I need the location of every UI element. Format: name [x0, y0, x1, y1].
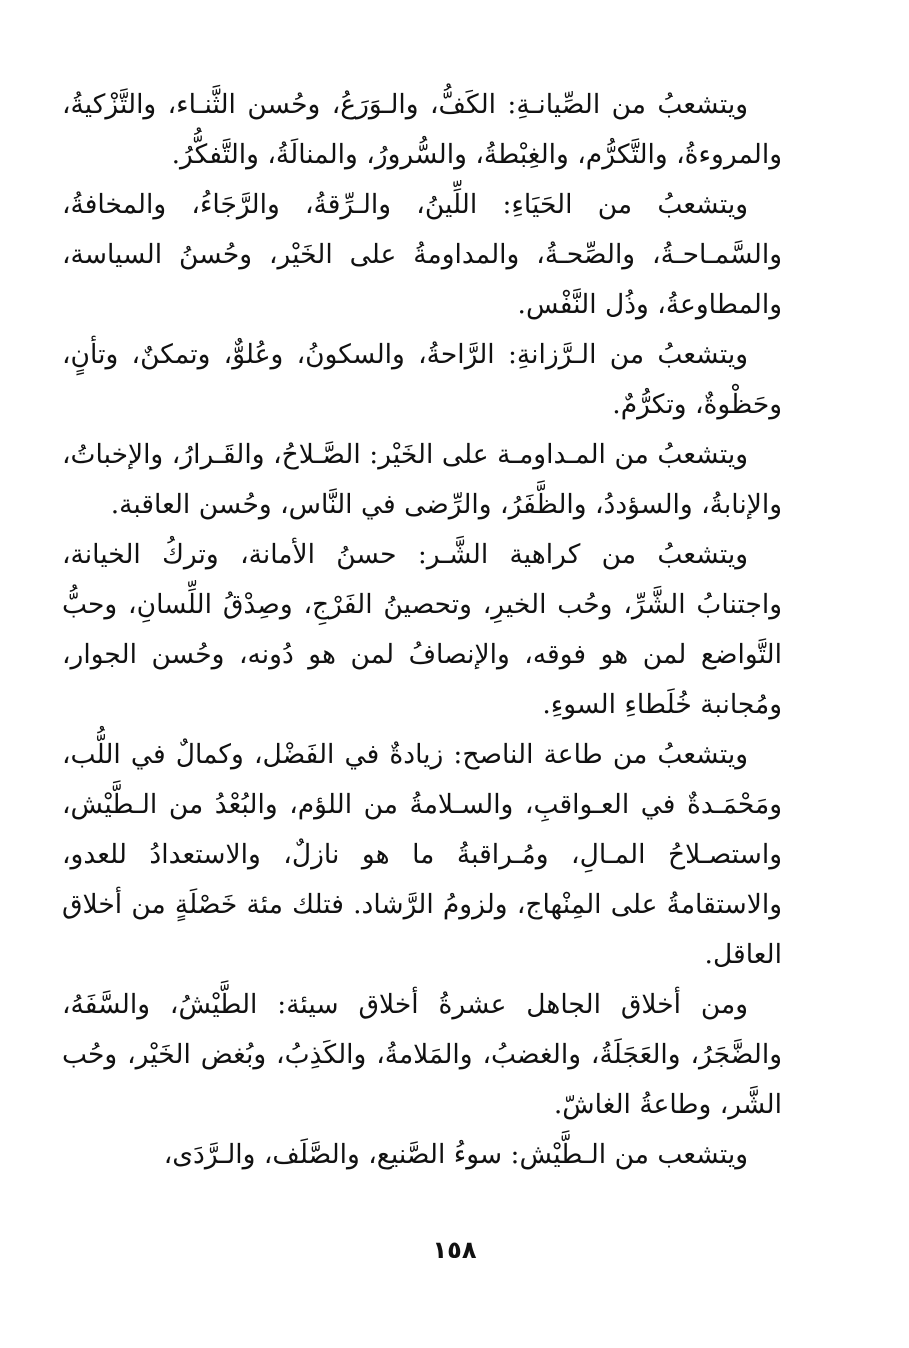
paragraph-1: ويتشعبُ من الصِّيانـةِ: الكَفُّ، والـوَرَعُ، وحُسن الثَّنـاء، والتَّزْكيةُ، والمروءةُ، والتَّكرُّم، والغِبْطةُ، والسُّرورُ، والمنالَةُ، والتَّفكُّرُ. — [62, 89, 782, 170]
page-number: ١٥٨ — [432, 1236, 477, 1264]
body-text — [62, 80, 782, 1180]
paragraph-2: ويتشعبُ من الحَيَاءِ: اللِّينُ، والـرِّقةُ، والرَّجَاءُ، والمخافةُ، والسَّمـاحـةُ، والصِّحـةُ، والمداومةُ على الخَيْر، وحُسنُ السياسة، والمطاوعةُ، وذُل النَّفْس. — [62, 189, 782, 320]
paragraph-7: ومن أخلاق الجاهل عشرةُ أخلاق سيئة: الطَّيْشُ، والسَّفَهُ، والضَّجَرُ، والعَجَلَةُ، والغضبُ، والمَلامةُ، والكَذِبُ، وبُغض الخَيْر، وحُب الشَّر، وطاعةُ الغاشّ. — [62, 989, 782, 1120]
paragraph-3: ويتشعبُ من الـرَّزانةِ: الرَّاحةُ، والسكونُ، وعُلوٌّ، وتمكنٌ، وتأنٍ، وحَظْوةٌ، وتكرُّمٌ. — [62, 339, 782, 420]
paragraph-8: ويتشعب من الـطَّيْش: سوءُ الصَّنيع، والصَّلَف، والـرَّدَى، — [163, 1139, 748, 1170]
paragraph-6: ويتشعبُ من طاعة الناصح: زيادةٌ في الفَضْل، وكمالٌ في اللُّب، ومَحْمَـدةٌ في العـواقبِ، والسـلامةُ من اللؤم، والبُعْدُ من الـطَّيْش، واستصـلاحُ المـالِ، ومُـراقبةُ ما هو نازلٌ، والاستعدادُ للعدو، والاستقامةُ على المِنْهاج، ولزومُ الرَّشاد. فتلك مئة خَصْلَةٍ من أخلاق العاقل. — [62, 739, 782, 970]
paragraph-4: ويتشعبُ من المـداومـة على الخَيْر: الصَّـلاحُ، والقَـرارُ، والإخباتُ، والإنابةُ، والسؤددُ، والظَّفَرُ، والرِّضى في النَّاس، وحُسن العاقبة. — [62, 439, 782, 520]
paragraph-5: ويتشعبُ من كراهية الشَّـر: حسنُ الأمانة، وتركُ الخيانة، واجتنابُ الشَّرِّ، وحُب الخيرِ، وتحصينُ الفَرْجِ، وصِدْقُ اللِّسانِ، وحبُّ التَّواضع لمن هو فوقه، والإنصافُ لمن هو دُونه، وحُسن الجوار، ومُجانبة خُلَطاءِ السوءِ. — [62, 539, 782, 720]
